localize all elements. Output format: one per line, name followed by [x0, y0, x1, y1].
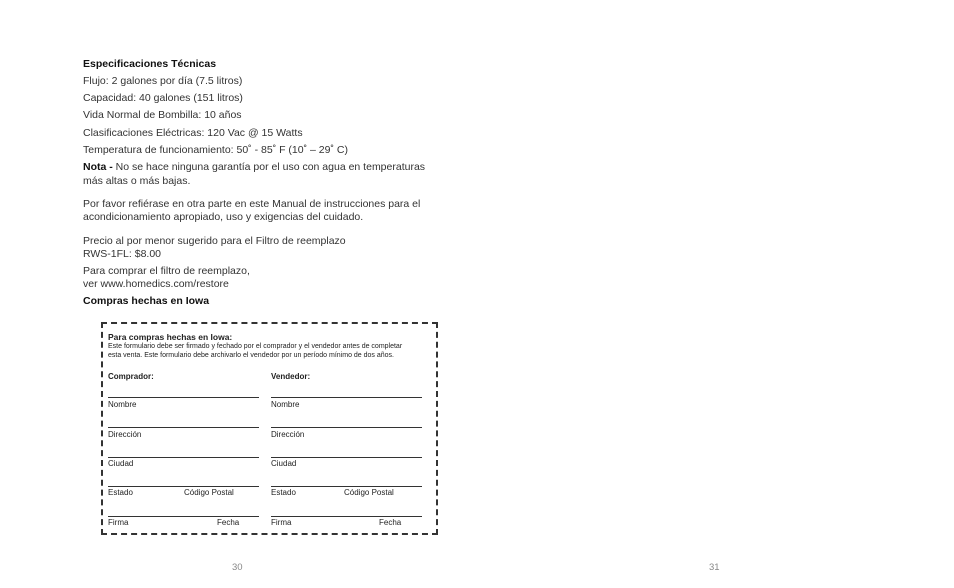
- buyer-label: Comprador:: [108, 372, 154, 381]
- buyer-signature-label: Firma: [108, 518, 129, 527]
- spec-bulb-life: Vida Normal de Bombilla: 10 años: [83, 109, 242, 121]
- manual-paragraph-line-1: Por favor refiérase en otra parte en este Manual de instrucciones para el: [83, 198, 421, 210]
- manual-paragraph-line-2: acondicionamiento apropiado, uso y exigencias del cuidado.: [83, 211, 364, 223]
- buyer-name-line[interactable]: [108, 397, 259, 398]
- spec-capacity: Capacidad: 40 galones (151 litros): [83, 92, 243, 104]
- buyer-state-label: Estado: [108, 488, 133, 497]
- iowa-purchase-form: [101, 322, 438, 535]
- buyer-date-label: Fecha: [217, 518, 240, 527]
- spec-electrical: Clasificaciones Eléctricas: 120 Vac @ 15 Watts: [83, 127, 303, 139]
- specs-heading: Especificaciones Técnicas: [83, 58, 217, 70]
- note-label: Nota -: [83, 161, 113, 173]
- buy-line-2: ver www.homedics.com/restore: [83, 278, 229, 290]
- seller-address-line[interactable]: [271, 427, 422, 428]
- form-desc-line-1: Este formulario debe ser firmado y fechado por el comprador y el vendedor antes de completar: [108, 343, 403, 350]
- seller-date-label: Fecha: [379, 518, 402, 527]
- seller-signature-label: Firma: [271, 518, 292, 527]
- spec-temperature: Temperatura de funcionamiento: 50˚ - 85˚ F (10˚ – 29˚ C): [83, 144, 348, 156]
- page-number-right: 31: [709, 562, 720, 573]
- seller-signature-line[interactable]: [271, 516, 422, 517]
- buyer-city-label: Ciudad: [108, 459, 134, 468]
- iowa-heading: Compras hechas en Iowa: [83, 295, 210, 307]
- note-line-2: más altas o más bajas.: [83, 175, 191, 187]
- buyer-state-zip-line[interactable]: [108, 486, 259, 487]
- note-line: [83, 161, 425, 173]
- note-text: No se hace ninguna garantía por el uso con agua en temperaturas: [112, 161, 426, 173]
- buyer-zip-label: Código Postal: [184, 488, 234, 497]
- price-line-1: Precio al por menor sugerido para el Filtro de reemplazo: [83, 235, 346, 247]
- seller-city-line[interactable]: [271, 457, 422, 458]
- form-title: Para compras hechas en Iowa:: [108, 332, 233, 342]
- buyer-address-label: Dirección: [108, 430, 142, 439]
- spec-flow: Flujo: 2 galones por día (7.5 litros): [83, 75, 243, 87]
- buyer-name-label: Nombre: [108, 400, 137, 409]
- buyer-city-line[interactable]: [108, 457, 259, 458]
- seller-state-zip-line[interactable]: [271, 486, 422, 487]
- page-number-left: 30: [232, 562, 243, 573]
- seller-label: Vendedor:: [271, 372, 311, 381]
- seller-state-label: Estado: [271, 488, 296, 497]
- form-desc-line-2: esta venta. Este formulario debe archivarlo el vendedor por un período mínimo de dos años.: [108, 352, 394, 359]
- seller-address-label: Dirección: [271, 430, 305, 439]
- buyer-address-line[interactable]: [108, 427, 259, 428]
- seller-name-line[interactable]: [271, 397, 422, 398]
- price-line-2: RWS-1FL: $8.00: [83, 248, 162, 260]
- buy-line-1: Para comprar el filtro de reemplazo,: [83, 265, 250, 277]
- buyer-signature-line[interactable]: [108, 516, 259, 517]
- seller-zip-label: Código Postal: [344, 488, 394, 497]
- seller-city-label: Ciudad: [271, 459, 297, 468]
- seller-name-label: Nombre: [271, 400, 300, 409]
